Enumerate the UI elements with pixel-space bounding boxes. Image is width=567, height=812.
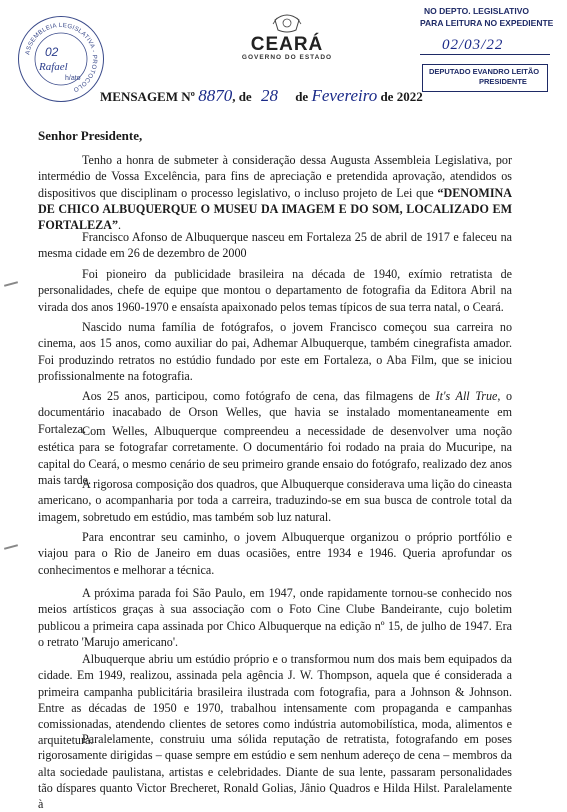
margin-mark [4,281,18,287]
paragraph-4: Nascido numa família de fotógrafos, o jovem Francisco começou sua carreira no cinema, aos 15 anos, como auxiliar do pai, Adhemar Albuquerque, também cinegrafista amador. Foi produzindo retratos no estúdio fundado por este em Fortaleza, o Aba Film, que se iniciou profissionalmente na fotografia. [38,320,512,383]
stamp-line-3: DEPUTADO EVANDRO LEITÃO [429,67,540,76]
message-header [100,86,423,106]
p1-end: . [118,218,122,233]
message-sep-2: de [295,89,309,104]
seal-time-label: h/ato [65,75,81,82]
p1-text: Tenho a honra de submeter à consideração dessa Augusta Assembleia Legislativa, por intermédio de Vossa Excelência, para fins de apreciação e pretendida aprovação, atendidos os dispositivos que disciplinam o processo legislativo, o incluso projeto de Lei que [38,153,512,200]
seal-ring-text: ASSEMBLEIA LEGISLATIVA - PROTOCOLO [24,21,99,94]
stamp-line-4: PRESIDENTE [479,77,527,86]
paragraph-1 [38,152,512,233]
p1-bill-title: “DENOMINA DE CHICO ALBUQUERQUE O MUSEU DA IMAGEM E DO SOM, LOCALIZADO EM FORTALEZA” [38,185,512,233]
message-month: Fevereiro [311,86,378,105]
protocol-seal [18,16,104,102]
paragraph-9: A próxima parada foi São Paulo, em 1947, onde rapidamente tornou-se conhecido nos meios artísticos graças à sua associação com o Foto Cine Clube Bandeirante, cujo boletim publicou a primeira capa assinada por Chico Albuquerque na edição nº 15, de julho de 1947. Era o retrato 'Marujo americano'. [38,586,512,649]
p5-end: , o documentário inacabado de Orson Welles, que havia se instalado momentaneamente em Fortaleza. [38,389,513,436]
message-day: 28 [260,86,278,105]
seal-signature: Rafael [39,61,68,73]
paragraph-3: Foi pioneiro da publicidade brasileira na década de 1940, exímio retratista de personalidades, chefe de equipe que montou o departamento de fotografia da Editora Abril na virada dos anos 1960-1970 e ensaísta apaixonado pelos temas típicos de sua terra natal, o Ceará. [38,267,512,314]
stamp-signature-box [422,64,548,92]
paragraph-7: A rigorosa composição dos quadros, que Albuquerque considerava uma lição do cineasta americano, o acompanharia por toda a carreira, traduzindo-se em sua busca de controle total da imagem, sobretudo em estúdio, mas também sob luz natural. [38,477,512,524]
stamp-line-1: NO DEPTO. LEGISLATIVO [424,6,530,16]
stamp-line-2: PARA LEITURA NO EXPEDIENTE [420,18,554,28]
paragraph-8: Para encontrar seu caminho, o jovem Albuquerque organizou o próprio portfólio e viajou para o Rio de Janeiro em duas ocasiões, entre 1934 e 1946. Queria aprofundar os conhecimentos e melhorar a técnica. [38,530,512,577]
government-label: GOVERNO DO ESTADO [241,54,333,61]
stamp-date: 02/03/22 [442,37,504,53]
message-sep-1: , de [232,89,252,104]
seal-number: 02 [45,45,59,59]
message-number: 8870 [198,86,233,105]
message-sep-3: de 2022 [380,89,423,104]
message-prefix: MENSAGEM Nº [100,89,195,104]
seal-ring [19,17,103,101]
margin-mark [4,544,18,550]
state-header [232,34,342,61]
paragraph-11: Paralelamente, construiu uma sólida reputação de retratista, fotografando em poses rigorosamente dirigidas – quase sempre em estúdio e sem nenhum adereço de cena – membros da alta sociedade paulistana, artistas e celebridades. Diante de sua lente, passaram personalidades tão díspares quanto Victor Brecheret, Ronald Golias, Jânio Quadros e Hilda Hilst. Paralelamente à [38,732,512,812]
stamp-divider [420,54,550,55]
receipt-stamp [420,4,560,92]
p5-film-title: It's All True [435,389,498,403]
coat-of-arms-icon [272,12,302,34]
paragraph-2: Francisco Afonso de Albuquerque nasceu em Fortaleza 25 de abril de 1917 e faleceu na mesma cidade em 26 de dezembro de 2000 [38,230,512,261]
paragraph-10: Albuquerque abriu um estúdio próprio e o transformou num dos mais bem equipados da cidade. Em 1949, realizou, assinada pela agência J. W. Thompson, aquela que é considerada a primeira campanha publicitária brasileira ilustrada com fotografia, para a Johnson & Johnson. Entre as décadas de 1950 e 1970, trabalhou intensamente com propaganda e campanhas comissionadas, atendendo clientes de setores como indústria automobilística, moda, alimentos e arquitetura. [38,652,512,748]
state-name: CEARÁ [250,34,324,55]
p5-text: Aos 25 anos, participou, como fotógrafo de cena, das filmagens de [82,389,436,403]
salutation: Senhor Presidente, [38,128,143,143]
paragraph-6: Com Welles, Albuquerque compreendeu a necessidade de desenvolver uma noção estética para se fotografar corretamente. O documentário foi rodado na praia do Mucuripe, na capital do Ceará, o mesmo cenário de seu primeiro grande ensaio do fotógrafo, realizado dez anos mais tarde. [38,424,512,487]
